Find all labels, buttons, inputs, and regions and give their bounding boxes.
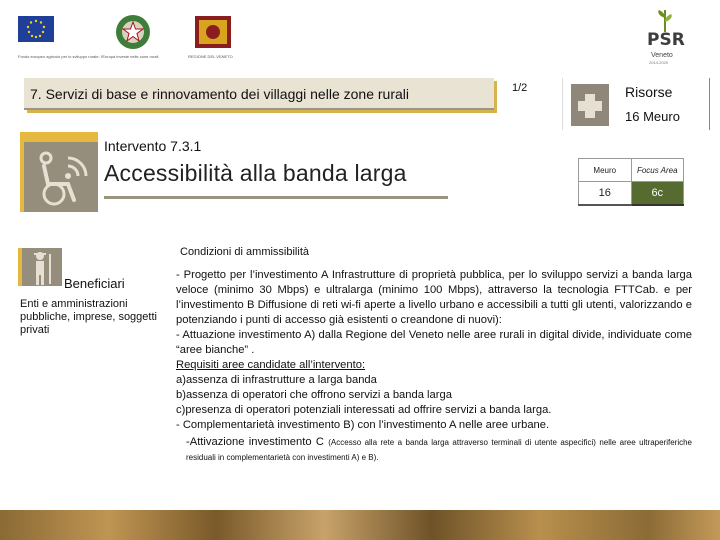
condition-paragraph-4-detail: (Accesso alla rete a banda larga attraverso terminali di utente aspecifici) nelle aree ultraperiferiche residuali in complementarietà con investimenti A) e B). — [186, 438, 692, 462]
condition-paragraph-1: - Progetto per l’investimento A Infrastrutture di proprietà pubblica, per lo sviluppo servizi a banda larga veloce (minimo 30 Mbps) e ultralarga (minimo 100 Mbps), attraverso la tecnologia FTTCab. e per l’investimento B Diffusione di reti wi-fi aperte a livello urbano e accessibili a tutti gli utenti, valorizzando e potenziando i punti di accesso già esistenti o creandone di nuovi): — [176, 269, 692, 326]
farmer-icon — [18, 248, 62, 286]
requirement-c: c)presenza di operatori potenziali interessati ad offrire servizi a banda larga. — [176, 404, 552, 416]
resources-amount: 16 Meuro — [625, 109, 680, 124]
beneficiaries-title: Beneficiari — [64, 276, 125, 291]
condition-paragraph-3: - Complementarietà investimento B) con l’investimento A nelle aree urbane. — [176, 419, 550, 431]
table-header-focus-area: Focus Area — [631, 159, 684, 182]
intervention-label: Intervento 7.3.1 — [104, 138, 202, 154]
measure-title: 7. Servizi di base e rinnovamento dei villaggi nelle zone rurali — [24, 78, 494, 110]
resources-plus-icon — [571, 84, 609, 126]
resources-title: Risorse — [625, 84, 673, 100]
eu-fund-caption: Fondo europeo agricolo per lo sviluppo rurale: l'Europa investe nelle zone rurali — [18, 54, 159, 59]
veneto-region-logo — [193, 14, 233, 52]
psr-years-text: 2014-2020 — [649, 60, 669, 65]
page-indicator: 1/2 — [512, 82, 528, 94]
intervention-title: Accessibilità alla banda larga — [104, 160, 407, 186]
psr-logo-text: PSR — [647, 30, 685, 50]
table-value-focus-area: 6c — [631, 182, 684, 205]
requirement-a: a)assenza di infrastrutture a larga banda — [176, 374, 377, 386]
requirement-b: b)assenza di operatori che offrono servizi a banda larga — [176, 389, 452, 401]
condition-paragraph-4 — [176, 435, 692, 465]
partner-logos — [18, 12, 338, 62]
conditions-body — [176, 268, 692, 465]
intervention-title-underline — [104, 196, 448, 199]
table-header-meuro: Meuro — [579, 159, 632, 182]
condition-paragraph-4-lead: -Attivazione investimento C — [186, 436, 324, 448]
wheat-footer-image — [0, 510, 720, 540]
condition-paragraph-2: - Attuazione investimento A) dalla Regione del Veneto nelle aree rurali in digital divide, individuate come “aree bianche” . — [176, 329, 692, 356]
resources-panel — [562, 78, 710, 130]
psr-veneto-logo — [625, 8, 705, 68]
broadband-wheelchair-icon — [20, 132, 100, 212]
table-value-meuro: 16 — [579, 182, 632, 205]
italian-republic-emblem — [113, 12, 153, 52]
beneficiaries-text: Enti e amministrazioni pubbliche, imprese, soggetti privati — [20, 298, 157, 336]
conditions-title: Condizioni di ammissibilità — [180, 246, 309, 258]
requirements-title: Requisiti aree candidate all’intervento: — [176, 359, 366, 371]
funding-table — [578, 158, 684, 206]
psr-region-text: Veneto — [651, 52, 673, 59]
eu-flag-logo — [18, 16, 54, 42]
veneto-caption: REGIONE DEL VENETO — [188, 54, 233, 59]
